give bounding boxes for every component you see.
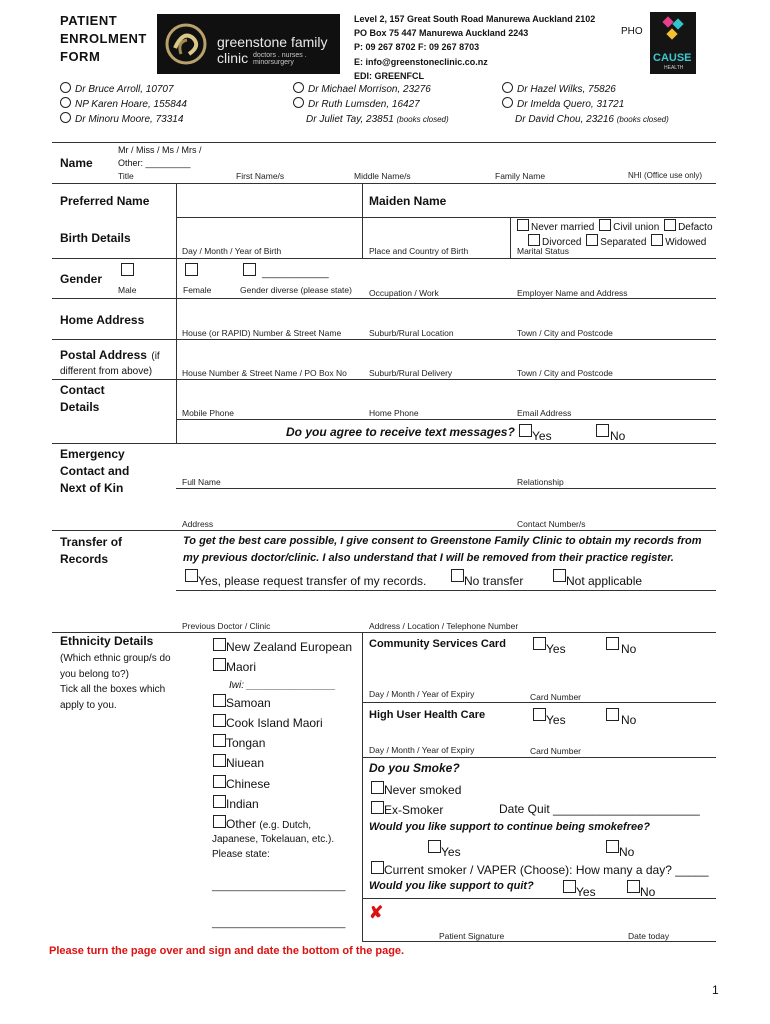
- divider: [176, 419, 716, 420]
- checkbox[interactable]: [213, 638, 226, 651]
- marital-options: [517, 219, 713, 249]
- checkbox[interactable]: [371, 801, 384, 814]
- caption: House (or RAPID) Number & Street Name: [182, 328, 342, 338]
- caption: Town / City and Postcode: [517, 368, 613, 378]
- text-messages-question: Do you agree to receive text messages?: [286, 425, 515, 439]
- marital-option[interactable]: Divorced: [528, 237, 581, 248]
- caption: Full Name: [182, 477, 221, 487]
- transfer-yes-option[interactable]: Yes, please request transfer of my records.: [185, 569, 426, 588]
- caption: Family Name: [495, 171, 546, 181]
- caption: Card Number: [530, 746, 582, 756]
- doctor-list-3: [502, 82, 669, 127]
- divider: [52, 183, 716, 184]
- home-address-label: Home Address: [60, 313, 145, 327]
- caption: Town / City and Postcode: [517, 328, 613, 338]
- checkbox[interactable]: [553, 569, 566, 582]
- caption: Day / Month / Year of Expiry: [369, 689, 475, 699]
- radio-button[interactable]: [502, 82, 513, 93]
- divider: [176, 590, 716, 591]
- huhc-no-option[interactable]: No: [606, 708, 636, 727]
- smokefree-no-option[interactable]: No: [606, 840, 634, 859]
- caption: Place and Country of Birth: [369, 246, 469, 256]
- doctor-list-2: [293, 82, 449, 127]
- ex-smoker-option[interactable]: Ex-Smoker: [371, 801, 443, 817]
- emergency-contact-label: Emergency Contact and Next of Kin: [60, 447, 130, 495]
- ethnicity-option[interactable]: Maori: [213, 657, 352, 677]
- checkbox[interactable]: [606, 840, 619, 853]
- checkbox[interactable]: [533, 637, 546, 650]
- preferred-name-label: Preferred Name: [60, 194, 150, 208]
- caption: Female: [183, 285, 212, 295]
- divider: [52, 379, 716, 380]
- divider: [52, 632, 716, 633]
- divider: [362, 632, 363, 942]
- quit-no-option[interactable]: No: [627, 880, 655, 899]
- caption: Male: [118, 285, 137, 295]
- divider: [362, 898, 716, 899]
- clinic-address: Level 2, 157 Great South Road Manurewa Auckland 2102 PO Box 75 447 Manurewa Auckland 2243 P: 09 267 8702 F: 09 267 8703 E: info@greenstoneclinic.co.nz EDI: GREENFCL: [354, 14, 596, 81]
- checkbox[interactable]: [213, 658, 226, 671]
- footer-note: Please turn the page over and sign and date the bottom of the page.: [49, 945, 405, 957]
- transfer-consent-text: To get the best care possible, I give consent to Greenstone Family Clinic to obtain my records from my previous doctor/clinic. I also understand that I will be removed from their practice register.: [183, 535, 702, 564]
- caption: Title: [118, 171, 134, 181]
- other-ethnicity-blank[interactable]: ________________________: [212, 881, 346, 892]
- caption: Email Address: [517, 408, 572, 418]
- pho-logo: CAUSE HEALTH: [650, 12, 696, 74]
- caption: NHI (Office use only): [628, 171, 703, 180]
- ethnicity-option[interactable]: Samoan: [213, 693, 352, 713]
- community-card-label: Community Services Card: [369, 638, 506, 650]
- postal-address-label: Postal Address (if different from above): [60, 348, 160, 377]
- never-smoked-option[interactable]: Never smoked: [371, 781, 461, 797]
- female-checkbox[interactable]: [185, 263, 198, 276]
- contact-details-label: Contact Details: [60, 383, 105, 414]
- divider: [52, 339, 716, 340]
- gender-diverse-checkbox[interactable]: [243, 263, 256, 276]
- caption: Occupation / Work: [369, 288, 439, 298]
- divider: [510, 217, 511, 258]
- doctor-option[interactable]: Dr Minoru Moore, 73314: [60, 112, 187, 127]
- caption: House Number & Street Name / PO Box No: [182, 368, 347, 378]
- marital-option[interactable]: Civil union: [599, 222, 659, 233]
- doctor-option[interactable]: Dr Imelda Quero, 31721: [502, 97, 669, 112]
- radio-button[interactable]: [502, 97, 513, 108]
- doctor-closed: Dr Juliet Tay, 23851 (books closed): [306, 114, 449, 125]
- divider: [52, 142, 716, 143]
- checkbox[interactable]: [664, 219, 676, 231]
- ethnicity-option[interactable]: Other (e.g. Dutch,: [213, 814, 352, 836]
- marital-option[interactable]: Widowed: [651, 237, 706, 248]
- caption: Suburb/Rural Location: [369, 328, 454, 338]
- divider: [362, 941, 716, 942]
- divider: [362, 757, 716, 758]
- checkbox[interactable]: [627, 880, 640, 893]
- checkbox[interactable]: [371, 781, 384, 794]
- checkbox[interactable]: [651, 234, 663, 246]
- checkbox[interactable]: [371, 861, 384, 874]
- text-yes-option[interactable]: Yes: [519, 424, 552, 443]
- maiden-name-label: Maiden Name: [369, 194, 447, 208]
- title-options[interactable]: Mr / Miss / Ms / Mrs / Other: _________: [118, 145, 202, 168]
- doctor-option[interactable]: Dr Ruth Lumsden, 16427: [293, 97, 449, 112]
- caption: Contact Number/s: [517, 519, 586, 529]
- checkbox[interactable]: [528, 234, 540, 246]
- checkbox[interactable]: [519, 424, 532, 437]
- checkbox[interactable]: [213, 734, 226, 747]
- checkbox[interactable]: [451, 569, 464, 582]
- marital-option[interactable]: Separated: [586, 237, 646, 248]
- other-ethnicity-help: Japanese, Tokelauan, etc.). Please state:: [212, 834, 335, 860]
- divider: [52, 298, 716, 299]
- huhc-yes-option[interactable]: Yes: [533, 708, 566, 727]
- male-checkbox[interactable]: [121, 263, 134, 276]
- marital-option[interactable]: Never married: [517, 222, 594, 233]
- date-quit-field[interactable]: Date Quit ______________________: [499, 802, 700, 816]
- doctor-list-1: [60, 82, 187, 127]
- caption: Day / Month / Year of Birth: [182, 246, 282, 256]
- checkbox[interactable]: [213, 754, 226, 767]
- checkbox[interactable]: [428, 840, 441, 853]
- name-label: Name: [60, 156, 93, 170]
- radio-button[interactable]: [60, 97, 71, 108]
- caption: Address: [182, 519, 214, 529]
- smoke-question: Do you Smoke?: [369, 761, 460, 775]
- checkbox[interactable]: [517, 219, 529, 231]
- checkbox[interactable]: [213, 694, 226, 707]
- smokefree-support-question: Would you like support to continue being smokefree?: [369, 821, 650, 833]
- text-no-option[interactable]: No: [596, 424, 625, 443]
- divider: [362, 183, 363, 258]
- transfer-na-option[interactable]: Not applicable: [553, 569, 642, 588]
- checkbox[interactable]: [596, 424, 609, 437]
- caption: Marital Status: [517, 246, 569, 256]
- radio-button[interactable]: [293, 97, 304, 108]
- csc-yes-option[interactable]: Yes: [533, 637, 566, 656]
- checkbox[interactable]: [213, 795, 226, 808]
- caption: Patient Signature: [439, 931, 505, 941]
- doctor-option[interactable]: Dr Michael Morrison, 23276: [293, 82, 449, 97]
- caption: Previous Doctor / Clinic: [182, 621, 271, 631]
- gender-label: Gender: [60, 272, 103, 286]
- form-title: PATIENT ENROLMENT FORM: [60, 13, 147, 64]
- radio-button[interactable]: [60, 82, 71, 93]
- checkbox[interactable]: [606, 637, 619, 650]
- ethnicity-option[interactable]: New Zealand European: [213, 637, 352, 657]
- ethnicity-option[interactable]: Indian: [213, 794, 352, 814]
- smokefree-yes-option[interactable]: Yes: [428, 840, 461, 859]
- checkbox[interactable]: [185, 569, 198, 582]
- caption: Middle Name/s: [354, 171, 411, 181]
- caption: Address / Location / Telephone Number: [369, 621, 519, 631]
- iwi-field[interactable]: Iwi: ________________: [229, 679, 336, 691]
- transfer-no-option[interactable]: No transfer: [451, 569, 523, 588]
- caption: Gender diverse (please state): [240, 285, 352, 295]
- caption: Mobile Phone: [182, 408, 234, 418]
- checkbox[interactable]: [213, 714, 226, 727]
- doctor-option[interactable]: NP Karen Hoare, 155844: [60, 97, 187, 112]
- checkbox[interactable]: [586, 234, 598, 246]
- signature-field[interactable]: [372, 904, 712, 934]
- current-smoker-option[interactable]: Current smoker / VAPER (Choose): How many a day? _____: [371, 861, 709, 877]
- quit-yes-option[interactable]: Yes: [563, 880, 596, 899]
- divider: [362, 702, 716, 703]
- ethnicity-option[interactable]: Tongan: [213, 733, 352, 753]
- divider: [52, 258, 716, 259]
- gender-diverse-blank[interactable]: ____________: [262, 268, 329, 279]
- checkbox[interactable]: [533, 708, 546, 721]
- caption: Home Phone: [369, 408, 419, 418]
- radio-button[interactable]: [60, 112, 71, 123]
- page-number: 1: [712, 983, 719, 997]
- checkbox[interactable]: [213, 775, 226, 788]
- caption: Date today: [628, 931, 670, 941]
- ethnicity-option[interactable]: Niuean: [213, 753, 352, 773]
- checkbox[interactable]: [213, 815, 226, 828]
- marital-option[interactable]: Defacto: [664, 222, 712, 233]
- caption: Relationship: [517, 477, 564, 487]
- doctor-option[interactable]: Dr Bruce Arroll, 10707: [60, 82, 187, 97]
- divider: [176, 183, 177, 443]
- checkbox[interactable]: [599, 219, 611, 231]
- ethnicity-option[interactable]: Chinese: [213, 774, 352, 794]
- doctor-closed: Dr David Chou, 23216 (books closed): [515, 114, 669, 125]
- birth-details-label: Birth Details: [60, 231, 131, 245]
- swirl-icon: [163, 20, 209, 68]
- transfer-records-label: Transfer of Records: [60, 535, 123, 566]
- pho-label: PHO: [621, 26, 643, 37]
- radio-button[interactable]: [293, 82, 304, 93]
- quit-support-question: Would you like support to quit?: [369, 880, 534, 892]
- high-user-label: High User Health Care: [369, 709, 486, 721]
- checkbox[interactable]: [563, 880, 576, 893]
- ethnicity-option[interactable]: Cook Island Maori: [213, 713, 352, 733]
- caption: Employer Name and Address: [517, 288, 628, 298]
- divider: [52, 530, 716, 531]
- ethnicity-section: Ethnicity Details (Which ethnic group/s do you belong to?) Tick all the boxes which apply to you.: [60, 634, 171, 711]
- clinic-logo: greenstone family clinic doctors . nurses . minorsurgery: [157, 14, 340, 74]
- divider: [176, 488, 716, 489]
- caption: First Name/s: [236, 171, 285, 181]
- caption: Day / Month / Year of Expiry: [369, 745, 475, 755]
- doctor-option[interactable]: Dr Hazel Wilks, 75826: [502, 82, 669, 97]
- caption: Card Number: [530, 692, 582, 702]
- divider: [52, 443, 716, 444]
- pho-mark-icon: [662, 16, 686, 42]
- other-ethnicity-blank[interactable]: ________________________: [212, 918, 346, 929]
- divider: [176, 217, 716, 218]
- csc-no-option[interactable]: No: [606, 637, 636, 656]
- caption: Suburb/Rural Delivery: [369, 368, 453, 378]
- checkbox[interactable]: [606, 708, 619, 721]
- ethnicity-options: [213, 637, 352, 837]
- signature-cross-icon: ✘: [369, 903, 384, 922]
